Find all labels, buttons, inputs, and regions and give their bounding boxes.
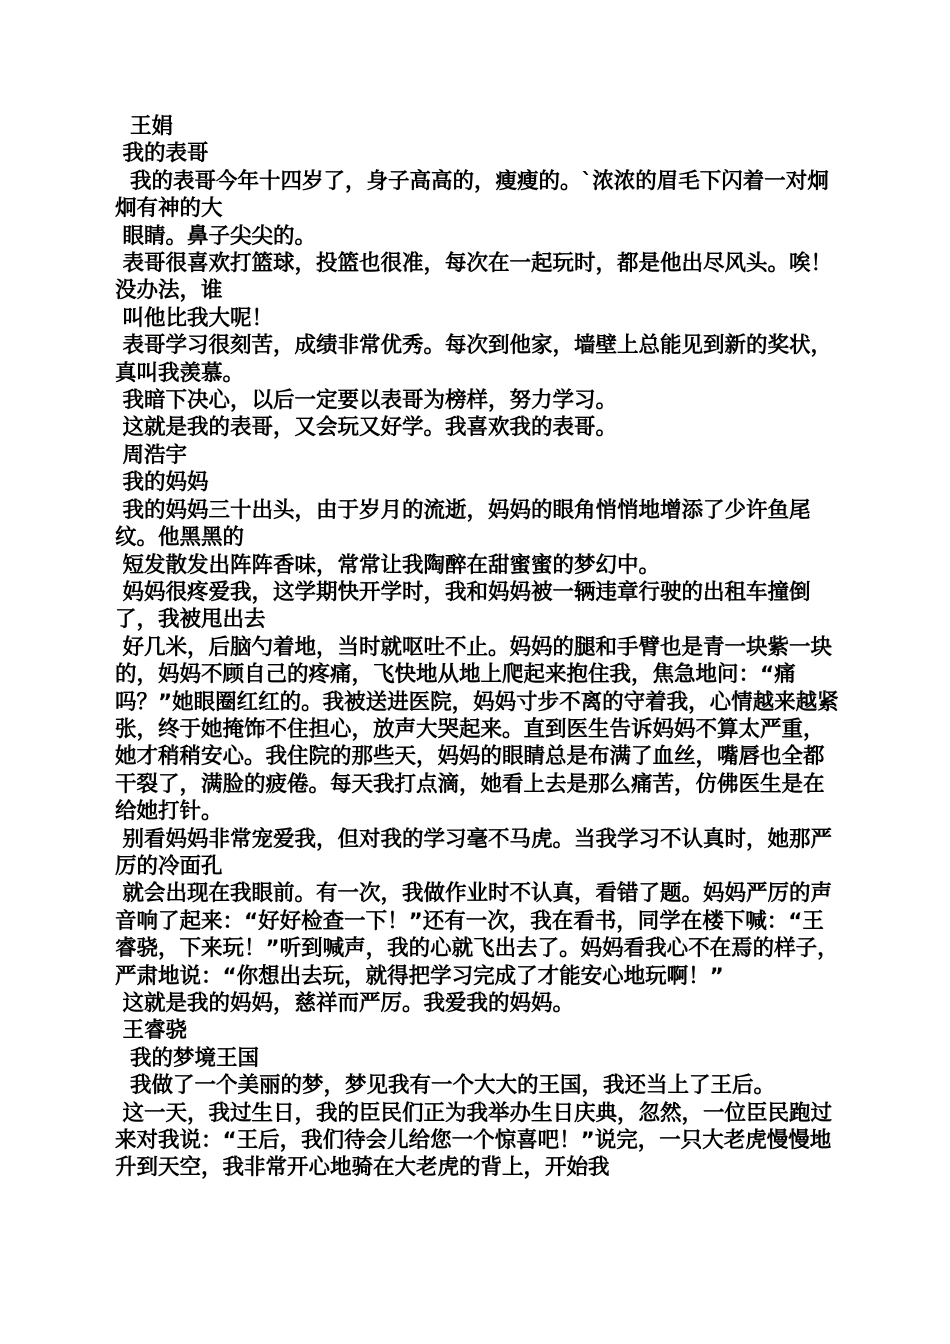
essay-title: 我的梦境王国 (115, 1045, 259, 1071)
author-name: 王睿骁 (115, 1018, 188, 1044)
paragraph-line: 表哥学习很刻苦，成绩非常优秀。每次到他家，墙壁上总能见到新的奖状，真叫我羡慕。 (115, 333, 833, 386)
paragraph-line: 这就是我的表哥，又会玩又好学。我喜欢我的表哥。 (115, 415, 618, 441)
document-page (115, 113, 840, 1182)
author-name: 王娟 (115, 114, 173, 139)
essay-title: 我的妈妈 (115, 470, 209, 496)
paragraph-line: 短发散发出阵阵香味，常常让我陶醉在甜蜜蜜的梦幻中。 (115, 552, 661, 578)
paragraph-line: 我做了一个美丽的梦，梦见我有一个大大的王国，我还当上了王后。 (115, 1073, 775, 1099)
paragraph-line: 眼睛。鼻子尖尖的。 (115, 223, 317, 249)
paragraph-line: 别看妈妈非常宠爱我，但对我的学习毫不马虎。当我学习不认真时，她那严厉的冷面孔 (115, 826, 833, 879)
paragraph-line: 妈妈很疼爱我，这学期快开学时，我和妈妈被一辆违章行驶的出租车撞倒了，我被甩出去 (115, 579, 811, 633)
author-name: 周浩宇 (115, 442, 188, 468)
paragraph-block: 好几米，后脑勺着地，当时就呕吐不止。妈妈的腿和手臂也是青一块紫一块的，妈妈不顾自己的疼痛，飞快地从地上爬起来抱住我，焦急地问：“痛吗？”她眼圈红红的。我被送进医院，妈妈寸步不离的守着我，心情越来越紧张，终于她掩饰不住担心，放声大哭起来。直到医生告诉妈妈不算太严重，她才稍稍安心。我住院的那些天，妈妈的眼睛总是布满了血丝，嘴唇也全都干裂了，满脸的疲倦。每天我打点滴，她看上去是那么痛苦，仿佛医生是在给她打针。 (115, 634, 839, 825)
paragraph-line: 我暗下决心，以后一定要以表哥为榜样，努力学习。 (115, 388, 618, 414)
essay-title: 我的表哥 (115, 141, 209, 167)
paragraph-block: 就会出现在我眼前。有一次，我做作业时不认真，看错了题。妈妈严厉的声音响了起来：“好好检查一下！”还有一次，我在看书，同学在楼下喊：“王睿骁，下来玩！”听到喊声，我的心就飞出去了。妈妈看我心不在焉的样子，严肃地说：“你想出去玩，就得把学习完成了才能安心地玩啊！” (115, 881, 839, 989)
paragraph-line: 我的妈妈三十出头，由于岁月的流逝，妈妈的眼角悄悄地增添了少许鱼尾纹。他黑黑的 (115, 497, 811, 551)
paragraph-block: 这一天，我过生日，我的臣民们正为我举办生日庆典，忽然，一位臣民跑过来对我说：“王后，我们待会儿给您一个惊喜吧！”说完，一只大老虎慢慢地升到天空，我非常开心地骑在大老虎的背上，开始我 (115, 1100, 833, 1181)
paragraph-line: 我的表哥今年十四岁了，身子高高的，瘦瘦的。`浓浓的眉毛下闪着一对炯炯有神的大 (115, 168, 829, 222)
paragraph-line: 表哥很喜欢打篮球，投篮也很准，每次在一起玩时，都是他出尽风头。唉！没办法，谁 (115, 251, 833, 304)
paragraph-line: 叫他比我大呢！ (115, 305, 274, 331)
paragraph-line: 这就是我的妈妈，慈祥而严厉。我爱我的妈妈。 (115, 991, 575, 1016)
